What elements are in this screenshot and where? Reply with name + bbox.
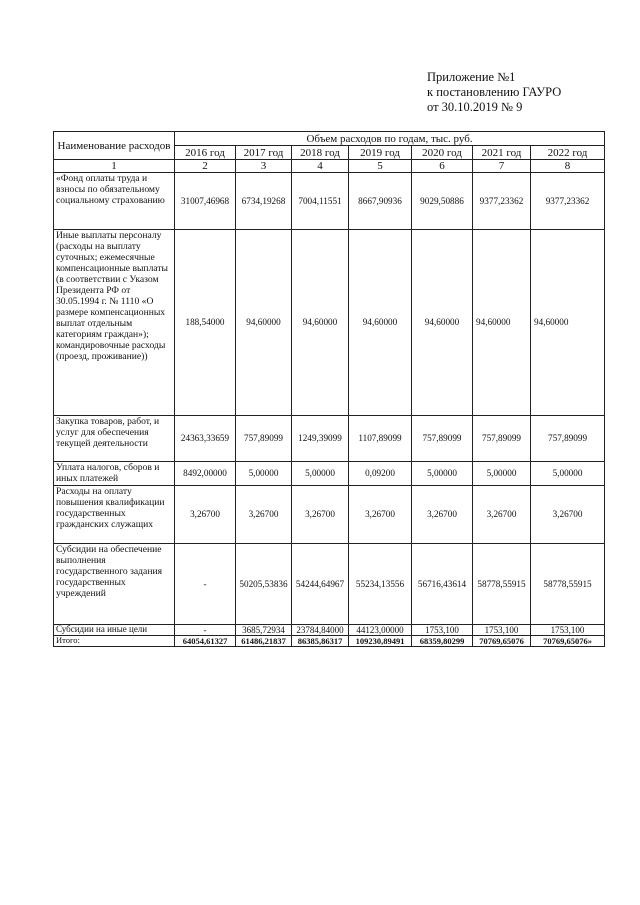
total-value: 61486,21837: [236, 636, 292, 647]
expenses-table: [53, 131, 605, 647]
cell-value: 94,60000: [292, 230, 349, 416]
cell-value: 1753,100: [473, 625, 531, 636]
cell-value: 44123,00000: [349, 625, 412, 636]
total-label: Итого:: [54, 636, 175, 647]
row-name: Иные выплаты персоналу (расходы на выплату суточных; ежемесячные компенсационные выплаты (в соответствии с Указом Президента РФ от 30.05.1994 г. № 1110 «О размере компенсационных выплат отдельным категориям граждан»); командировочные расходы (проезд, проживание)): [54, 230, 175, 416]
cell-value: 3,26700: [236, 486, 292, 544]
table-row: [54, 625, 605, 636]
total-value: 70769,65076»: [531, 636, 605, 647]
cell-value: -: [175, 625, 236, 636]
cell-value: 0,09200: [349, 462, 412, 486]
cell-value: 757,89099: [236, 416, 292, 462]
row-name: «Фонд оплаты труда и взносы по обязательному социальному страхованию: [54, 173, 175, 230]
cell-value: 3,26700: [412, 486, 473, 544]
cell-value: 6734,19268: [236, 173, 292, 230]
cell-value: 3,26700: [292, 486, 349, 544]
cell-value: 8667,90936: [349, 173, 412, 230]
cell-value: 5,00000: [473, 462, 531, 486]
total-value: 68359,80299: [412, 636, 473, 647]
cell-value: 55234,13556: [349, 544, 412, 625]
cell-value: 94,60000: [412, 230, 473, 416]
row-name: Субсидии на обеспечение выполнения государственного задания государственных учреждений: [54, 544, 175, 625]
cell-value: 94,60000: [236, 230, 292, 416]
cell-value: 1753,100: [412, 625, 473, 636]
cell-value: 9029,50886: [412, 173, 473, 230]
total-value: 109230,89491: [349, 636, 412, 647]
table-row: [54, 462, 605, 486]
cell-value: 3,26700: [473, 486, 531, 544]
total-value: 70769,65076: [473, 636, 531, 647]
table-row: [54, 544, 605, 625]
total-value: 64054,61327: [175, 636, 236, 647]
cell-value: 50205,53836: [236, 544, 292, 625]
cell-value: 757,89099: [412, 416, 473, 462]
year-header: 2018 год: [292, 146, 349, 160]
cell-value: 94,60000: [531, 230, 605, 416]
column-number: 3: [236, 160, 292, 173]
cell-value: 7004,11551: [292, 173, 349, 230]
cell-value: 1249,39099: [292, 416, 349, 462]
cell-value: 58778,55915: [473, 544, 531, 625]
column-number: 4: [292, 160, 349, 173]
cell-value: 188,54000: [175, 230, 236, 416]
row-name: Расходы на оплату повышения квалификации государственных гражданских служащих: [54, 486, 175, 544]
appendix-date: от 30.10.2019 № 9: [427, 100, 523, 114]
cell-value: 3,26700: [349, 486, 412, 544]
cell-value: 58778,55915: [531, 544, 605, 625]
column-number: 7: [473, 160, 531, 173]
cell-value: 5,00000: [236, 462, 292, 486]
table-row: [54, 230, 605, 416]
table-row: [54, 486, 605, 544]
total-value: 86385,86317: [292, 636, 349, 647]
row-name: Субсидии на иные цели: [54, 625, 175, 636]
cell-value: 5,00000: [292, 462, 349, 486]
table-row: [54, 173, 605, 230]
column-number: 5: [349, 160, 412, 173]
row-name: Закупка товаров, работ, и услуг для обеспечения текущей деятельности: [54, 416, 175, 462]
column-number: 6: [412, 160, 473, 173]
year-header: 2017 год: [236, 146, 292, 160]
year-header: 2016 год: [175, 146, 236, 160]
cell-value: 94,60000: [349, 230, 412, 416]
appendix-reference: к постановлению ГАУРО: [427, 85, 562, 99]
volume-column-header: Объем расходов по годам, тыс. руб.: [175, 132, 605, 146]
year-header: 2020 год: [412, 146, 473, 160]
total-row: [54, 636, 605, 647]
cell-value: 23784,84000: [292, 625, 349, 636]
name-column-header: Наименование расходов: [54, 132, 175, 160]
cell-value: 9377,23362: [531, 173, 605, 230]
column-number: 8: [531, 160, 605, 173]
cell-value: 3,26700: [531, 486, 605, 544]
cell-value: 31007,46968: [175, 173, 236, 230]
cell-value: 757,89099: [473, 416, 531, 462]
column-number: 1: [54, 160, 175, 173]
year-header: 2021 год: [473, 146, 531, 160]
cell-value: 757,89099: [531, 416, 605, 462]
column-number: 2: [175, 160, 236, 173]
cell-value: 5,00000: [531, 462, 605, 486]
cell-value: 3685,72934: [236, 625, 292, 636]
cell-value: 3,26700: [175, 486, 236, 544]
cell-value: 5,00000: [412, 462, 473, 486]
cell-value: 9377,23362: [473, 173, 531, 230]
cell-value: 56716,43614: [412, 544, 473, 625]
cell-value: -: [175, 544, 236, 625]
appendix-title: Приложение №1: [427, 70, 516, 84]
row-name: Уплата налогов, сборов и иных платежей: [54, 462, 175, 486]
year-header: 2022 год: [531, 146, 605, 160]
document-header: [427, 70, 561, 115]
cell-value: 1107,89099: [349, 416, 412, 462]
cell-value: 8492,00000: [175, 462, 236, 486]
cell-value: 54244,64967: [292, 544, 349, 625]
table-row: [54, 416, 605, 462]
cell-value: 24363,33659: [175, 416, 236, 462]
year-header: 2019 год: [349, 146, 412, 160]
cell-value: 94,60000: [473, 230, 531, 416]
cell-value: 1753,100: [531, 625, 605, 636]
